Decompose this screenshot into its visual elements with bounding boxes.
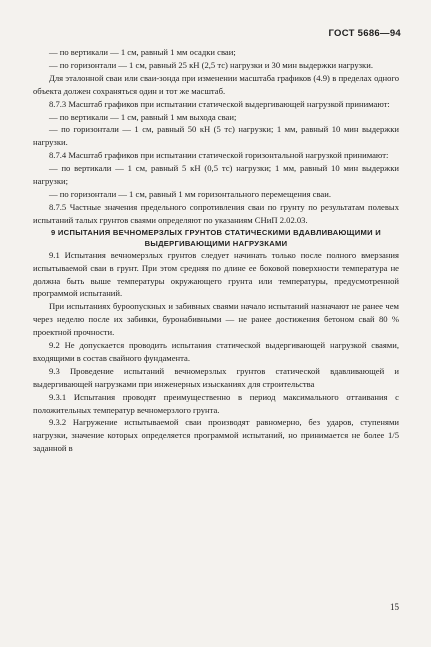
standard-code-header: ГОСТ 5686—94 [328, 28, 401, 39]
section-paragraph-3: 9.2 Не допускается проводить испытания статической выдергивающей нагрузкой сваями, входящими в состав свайного фундамента. [33, 340, 399, 363]
paragraph-5: — по вертикали — 1 см, равный 1 мм выхода сваи; [49, 111, 237, 122]
paragraph-6: — по горизонтали — 1 см, равный 50 кН (5 тс) нагрузки; 1 мм, равный 10 мин выдержки нагрузки. [33, 124, 399, 148]
page-number: 15 [390, 602, 399, 612]
section-paragraph-1: 9.1 Испытания вечномерзлых грунтов следует начинать только после полного вмерзания испытываемой сваи в грунт. При этом средняя по длине ее боковой поверхности температура не должна быть выше температуры окружающего грунта или температуры, предусмотренной программой испытаний. [33, 249, 399, 299]
section-heading: 9 ИСПЫТАНИЯ ВЕЧНОМЕРЗЛЫХ ГРУНТОВ СТАТИЧЕСКИМИ ВДАВЛИВАЮЩИМИ И ВЫДЕРГИВАЮЩИМИ НАГРУЗКАМИ [50, 227, 382, 248]
paragraph-2: — по горизонтали — 1 см, равный 25 кН (2,5 тс) нагрузки и 30 мин выдержки нагрузки. [49, 59, 373, 70]
paragraph-1: — по вертикали — 1 см, равный 1 мм осадки сваи; [49, 47, 236, 57]
paragraph-9: — по горизонтали — 1 см, равный 1 мм горизонтального перемещения сваи. [49, 188, 331, 199]
section-paragraph-2: При испытаниях буроопускных и забивных сваями начало испытаний назначают не ранее чем через неделю после их забивки, буронабивными — не ранее достижения бетоном свай 80 % проектной прочности. [33, 301, 399, 338]
paragraph-8: — по вертикали — 1 см, равный 5 кН (0,5 тс) нагрузки; 1 мм, равный 10 мин выдержки нагрузки; [33, 163, 399, 187]
paragraph-10: 8.7.5 Частные значения предельного сопротивления сваи по грунту по результатам полевых испытаний талых грунтов сваями определяют по указаниям СНиП 2.02.03. [33, 201, 399, 225]
paragraph-7: 8.7.4 Масштаб графиков при испытании статической горизонтальной нагрузкой принимают: [49, 150, 389, 161]
page-body [33, 46, 399, 455]
section-paragraph-4: 9.3 Проведение испытаний вечномерзлых грунтов статической вдавливающей и выдергивающей нагрузками при инженерных изысканиях для строительства [33, 365, 399, 389]
paragraph-3: Для эталонной сваи или сваи-зонда при изменении масштаба графиков (4.9) в пределах одного объекта должен сохраняться один и тот же масштаб. [33, 72, 399, 96]
paragraph-4: 8.7.3 Масштаб графиков при испытании статической выдергивающей нагрузкой принимают: [49, 98, 390, 109]
section-paragraph-6: 9.3.2 Нагружение испытываемой сваи производят равномерно, без ударов, ступенями нагрузки, значение которых определяется программой испытаний, но принимается не более 1/5 заданной в [33, 417, 399, 454]
section-paragraph-5: 9.3.1 Испытания проводят преимущественно в период максимального оттаивания с положительных температур вечномерзлого грунта. [33, 391, 399, 415]
